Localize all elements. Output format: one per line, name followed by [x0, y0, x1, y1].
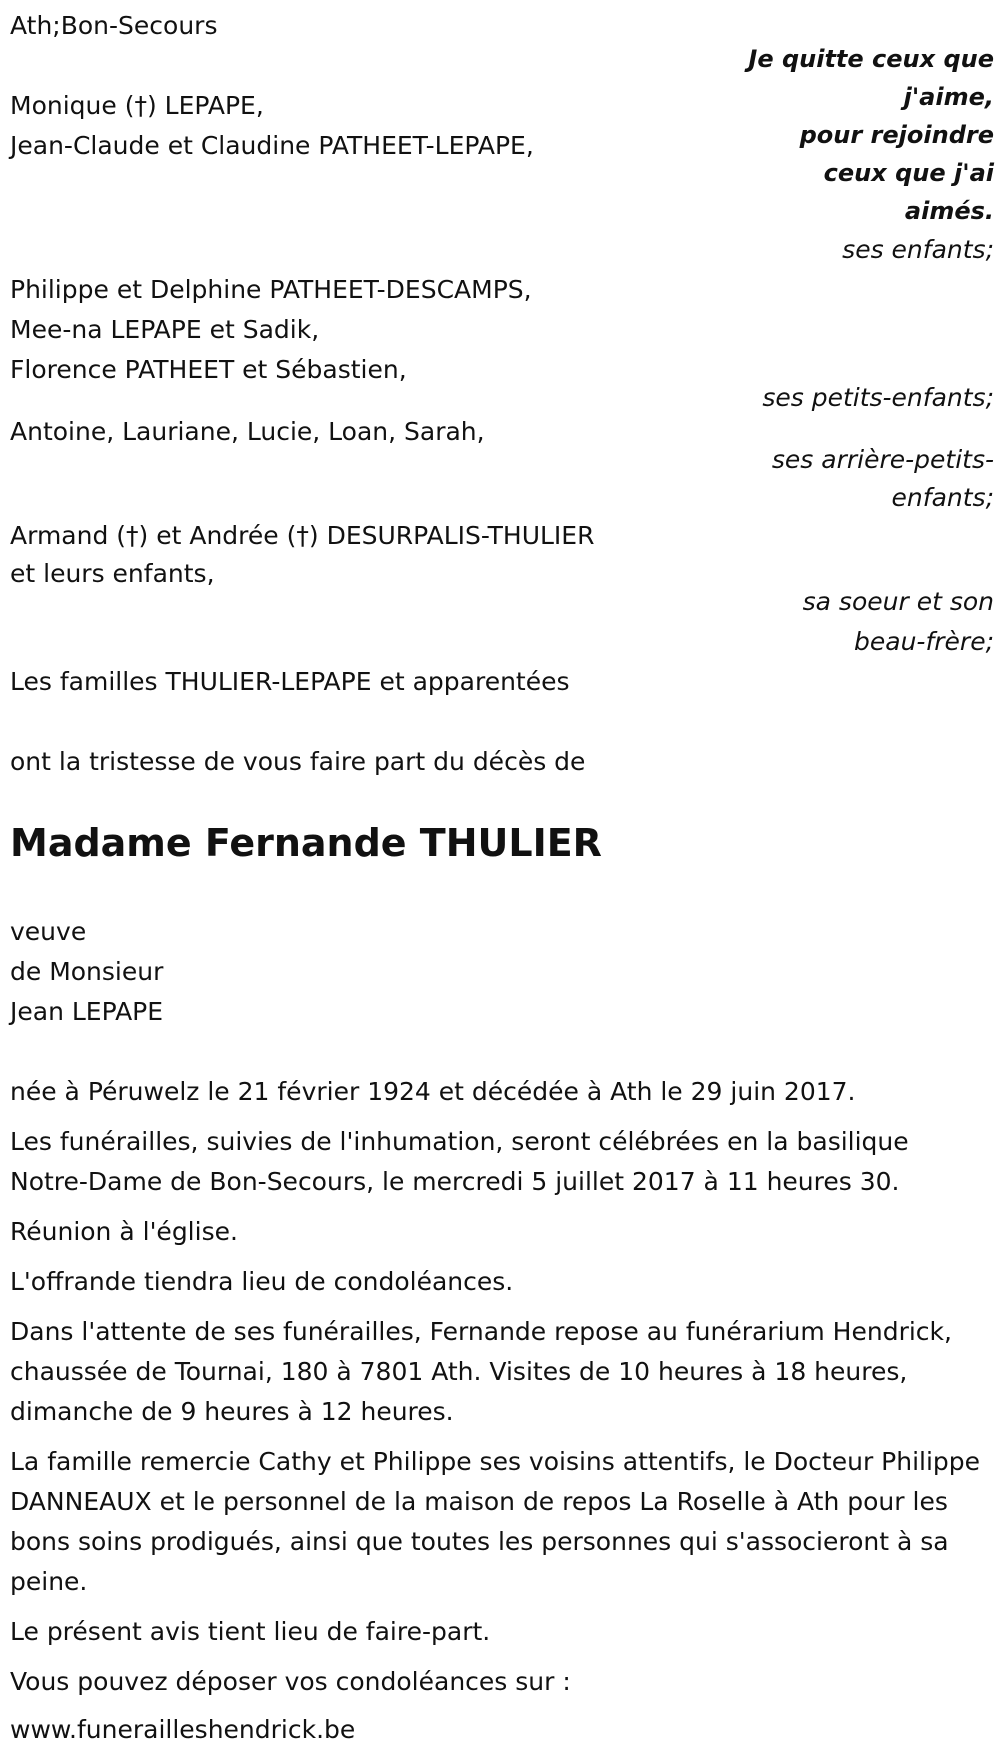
- quote-block: [724, 40, 994, 230]
- sibling-name: et leurs enfants,: [10, 559, 215, 588]
- relation-siblings-1: sa soeur et son: [802, 587, 994, 616]
- announcement-line: ont la tristesse de vous faire part du décès de: [10, 747, 586, 776]
- grandchild-name: Philippe et Delphine PATHEET-DESCAMPS,: [10, 275, 532, 304]
- spouse-line: Jean LEPAPE: [10, 997, 164, 1026]
- spouse-line: veuve: [10, 917, 87, 946]
- sibling-name: Armand (†) et Andrée (†) DESURPALIS-THULIER: [10, 521, 595, 550]
- quote-line: aimés.: [904, 197, 994, 225]
- grandchild-name: Mee-na LEPAPE et Sadik,: [10, 315, 320, 344]
- thanks-paragraph: La famille remercie Cathy et Philippe ses voisins attentifs, le Docteur Philippe DANNEAUX et le personnel de la maison de repos La Roselle à Ath pour les bons soins prodigués, ainsi que toutes les personnes qui s'associeront à sa peine.: [10, 1447, 981, 1596]
- funeral-paragraph: Les funérailles, suivies de l'inhumation, seront célébrées en la basilique Notre-Dame de Bon-Secours, le mercredi 5 juillet 2017 à 11 heures 30.: [10, 1127, 909, 1196]
- quote-line: j'aime,: [903, 83, 994, 111]
- relation-children: ses enfants;: [842, 235, 994, 264]
- child-name: Jean-Claude et Claudine PATHEET-LEPAPE,: [10, 131, 534, 160]
- deceased-name: Madame Fernande THULIER: [10, 821, 602, 865]
- quote-line: Je quitte ceux que: [748, 45, 994, 73]
- repose-paragraph: Dans l'attente de ses funérailles, Fernande repose au funérarium Hendrick, chaussée de Tournai, 180 à 7801 Ath. Visites de 10 heures à 18 heures, dimanche de 9 heures à 12 heures.: [10, 1317, 952, 1426]
- relation-great-grandchildren-1: ses arrière-petits-: [771, 445, 994, 474]
- quote-line: ceux que j'ai: [823, 159, 994, 187]
- notice-paragraph: Le présent avis tient lieu de faire-part.: [10, 1617, 491, 1646]
- website-link[interactable]: www.funerailleshendrick.be: [10, 1715, 356, 1744]
- spouse-line: de Monsieur: [10, 957, 164, 986]
- reunion-paragraph: Réunion à l'église.: [10, 1217, 238, 1246]
- relation-grandchildren: ses petits-enfants;: [762, 383, 994, 412]
- families-line: Les familles THULIER-LEPAPE et apparentées: [10, 667, 570, 696]
- child-name: Monique (†) LEPAPE,: [10, 91, 264, 120]
- quote-line: pour rejoindre: [799, 121, 994, 149]
- location-header: Ath;Bon-Secours: [10, 11, 218, 40]
- offering-paragraph: L'offrande tiendra lieu de condoléances.: [10, 1267, 514, 1296]
- relation-siblings-2: beau-frère;: [854, 627, 994, 656]
- grandchild-name: Florence PATHEET et Sébastien,: [10, 355, 407, 384]
- great-grandchild-names: Antoine, Lauriane, Lucie, Loan, Sarah,: [10, 417, 485, 446]
- relation-great-grandchildren-2: enfants;: [891, 483, 994, 512]
- condolences-paragraph: Vous pouvez déposer vos condoléances sur :: [10, 1667, 571, 1696]
- birth-death-paragraph: née à Péruwelz le 21 février 1924 et décédée à Ath le 29 juin 2017.: [10, 1077, 856, 1106]
